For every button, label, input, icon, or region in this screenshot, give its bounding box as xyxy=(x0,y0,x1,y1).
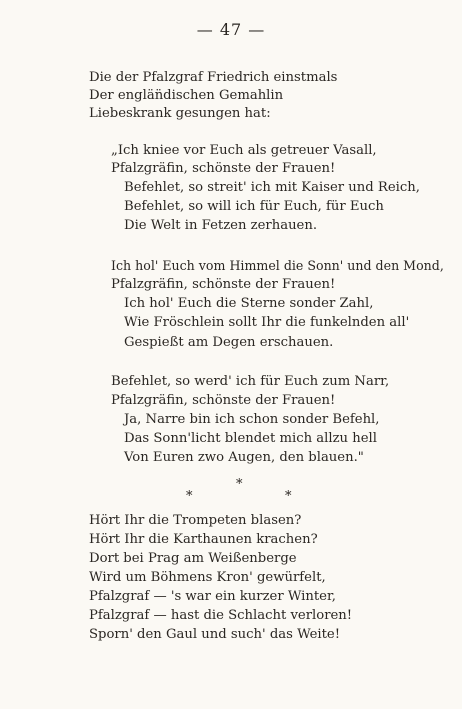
stanza3-line-2: Pfalzgräfin, schönste der Frauen! xyxy=(111,393,336,408)
stanza2-line-2: Pfalzgräfin, schönste der Frauen! xyxy=(111,277,336,292)
stanza2-line-1: Ich hol' Euch vom Himmel die Sonn' und den Mond, xyxy=(111,258,444,273)
separator-star-left: * xyxy=(186,489,193,504)
stanza2-line-5: Gespießt am Degen erschauen. xyxy=(124,335,334,350)
closing-line-2: Hört Ihr die Karthaunen krachen? xyxy=(89,532,318,547)
stanza1-line-5: Die Welt in Fetzen zerhauen. xyxy=(124,218,318,233)
closing-line-6: Pfalzgraf — hast die Schlacht verloren! xyxy=(89,608,353,623)
closing-line-7: Sporn' den Gaul und such' das Weite! xyxy=(89,627,341,642)
intro-line-3: Liebeskrank gesungen hat: xyxy=(89,106,271,121)
intro-line-2: Der englän̈dischen Gemahlin xyxy=(89,88,284,103)
stanza3-line-5: Von Euren zwo Augen, den blauen." xyxy=(124,450,364,465)
closing-line-5: Pfalzgraf — 's war ein kurzer Winter, xyxy=(89,589,337,604)
stanza1-line-2: Pfalzgräfin, schönste der Frauen! xyxy=(111,161,336,176)
separator-star-top: * xyxy=(236,477,243,492)
stanza2-line-4: Wie Fröschlein sollt Ihr die funkelnden all' xyxy=(124,315,410,330)
stanza2-line-3: Ich hol' Euch die Sterne sonder Zahl, xyxy=(124,296,374,311)
closing-line-4: Wird um Böhmens Kron' gewürfelt, xyxy=(89,570,326,585)
separator-star-right: * xyxy=(285,489,292,504)
stanza3-line-1: Befehlet, so werd' ich für Euch zum Narr, xyxy=(111,374,390,389)
closing-line-1: Hört Ihr die Trompeten blasen? xyxy=(89,513,302,528)
stanza1-line-4: Befehlet, so will ich für Euch, für Euch xyxy=(124,199,384,214)
page-number: — 47 — xyxy=(196,20,266,39)
stanza3-line-3: Ja, Narre bin ich schon sonder Befehl, xyxy=(124,412,380,427)
intro-line-1: Die der Pfalzgraf Friedrich einstmals xyxy=(89,70,338,85)
stanza1-line-1: „Ich kniee vor Euch als getreuer Vasall, xyxy=(111,143,377,158)
stanza3-line-4: Das Sonn'licht blendet mich allzu hell xyxy=(124,431,377,446)
stanza1-line-3: Befehlet, so streit' ich mit Kaiser und Reich, xyxy=(124,180,420,195)
closing-line-3: Dort bei Prag am Weißenberge xyxy=(89,551,297,566)
